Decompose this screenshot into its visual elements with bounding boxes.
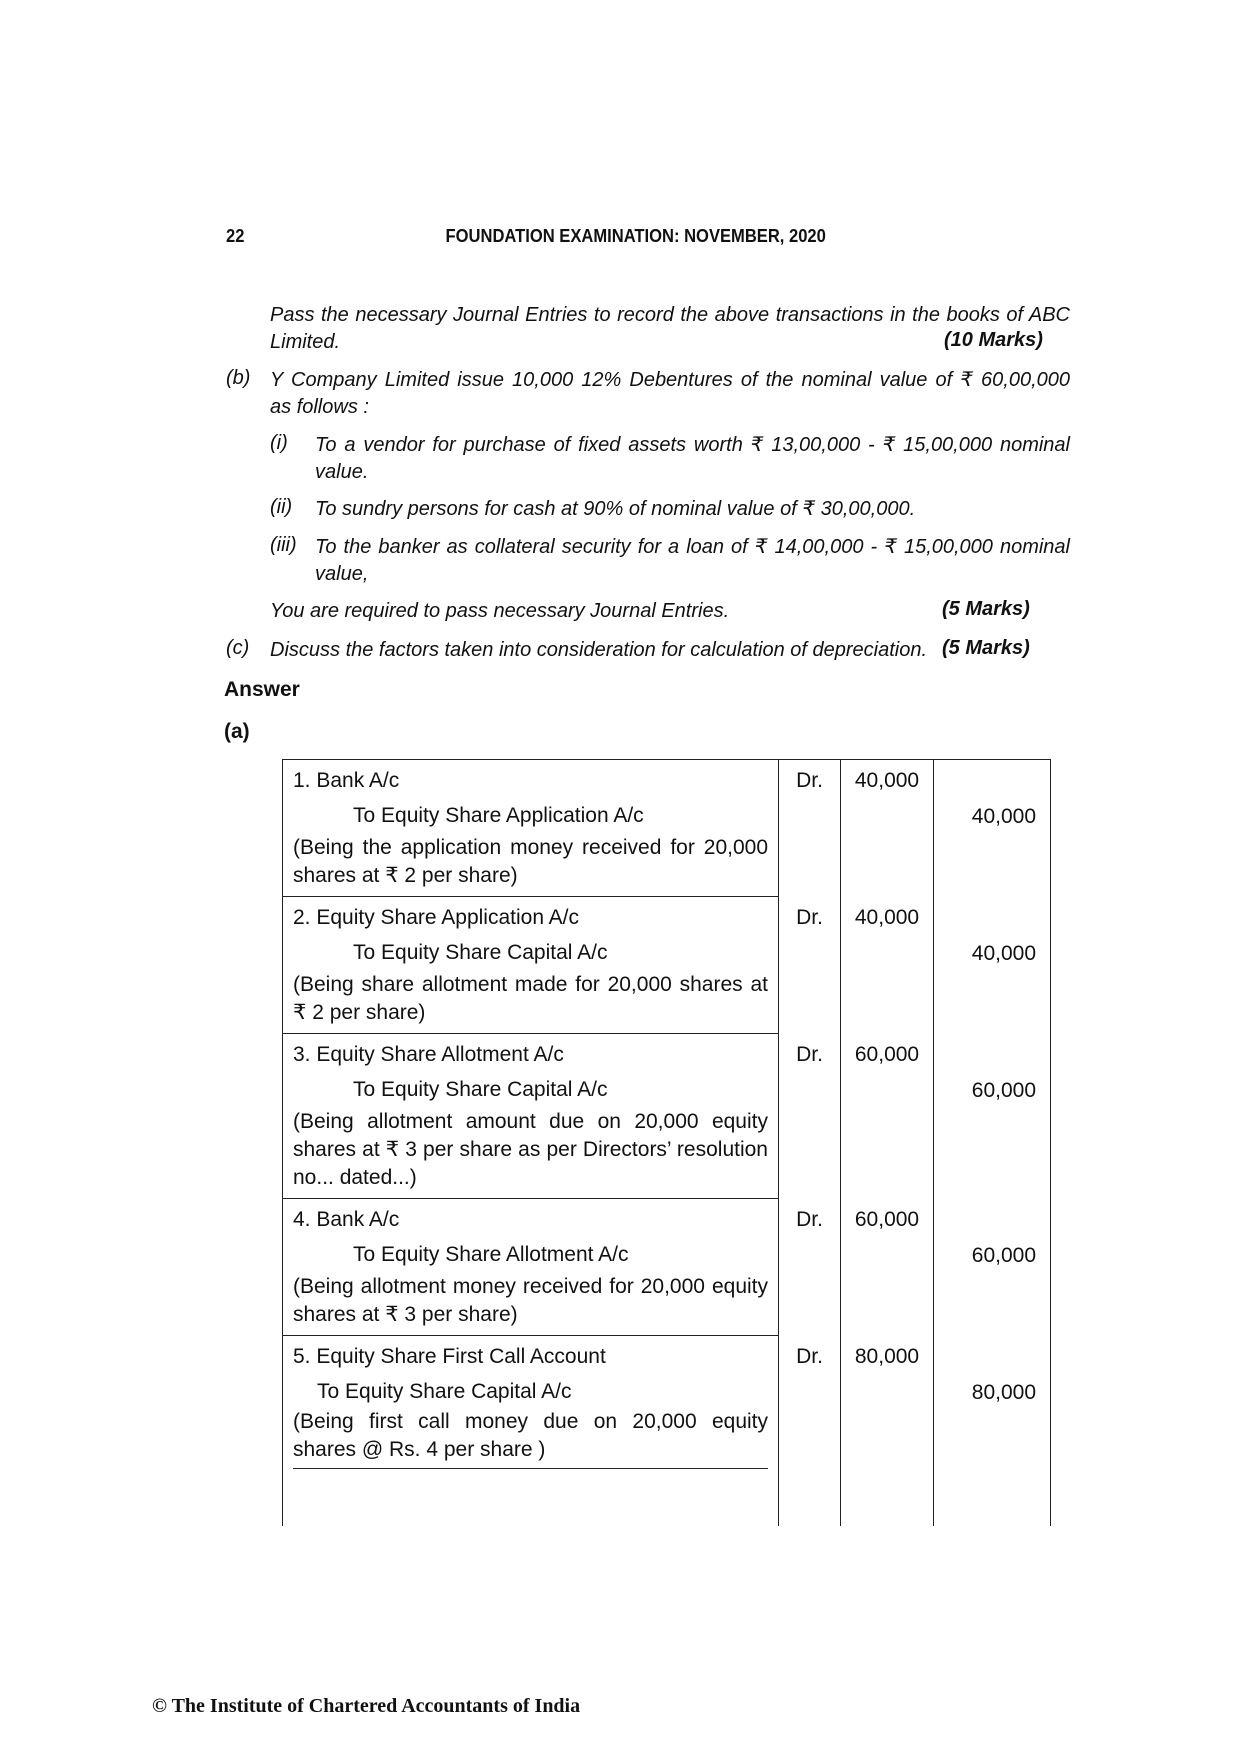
question-b-label: (b): [226, 367, 251, 389]
particulars-cell: [283, 1034, 779, 1199]
answer-part-label: (a): [224, 720, 250, 743]
credit-amount: 60,000: [934, 1199, 1051, 1336]
item-ii-line-1: To sundry persons for cash at 90% of nominal value of ₹ 30,00,000.: [315, 498, 916, 520]
debit-amount: 60,000: [841, 1199, 934, 1336]
answer-heading: Answer: [224, 678, 300, 701]
journal-entry-row: [283, 1336, 1051, 1526]
narration: (Being allotment money received for 20,000 equity shares at ₹ 3 per share): [293, 1275, 768, 1326]
credit-ledger: To Equity Share Application A/c: [353, 804, 644, 827]
debit-ledger: 5. Equity Share First Call Account: [293, 1345, 606, 1368]
narration: (Being first call money due on 20,000 equity shares @ Rs. 4 per share ): [293, 1404, 768, 1469]
dr-marker: Dr.: [779, 760, 841, 897]
credit-ledger: To Equity Share Capital A/c: [353, 941, 608, 964]
debit-ledger: 1. Bank A/c: [293, 769, 400, 792]
journal-entries-table: [282, 759, 1051, 1526]
debit-amount: 60,000: [841, 1034, 934, 1199]
question-c-marks: (5 Marks): [942, 637, 1030, 659]
credit-ledger: To Equity Share Capital A/c: [353, 1078, 608, 1101]
running-head-title: FOUNDATION EXAMINATION: NOVEMBER, 2020: [445, 226, 826, 246]
credit-amount: 80,000: [934, 1336, 1051, 1526]
question-b-line-1: Y Company Limited issue 10,000 12% Debentures of the nominal value of ₹ 60,00,000: [270, 369, 1070, 391]
debit-ledger: 3. Equity Share Allotment A/c: [293, 1043, 564, 1066]
dr-marker: Dr.: [779, 1034, 841, 1199]
question-b-marks: (5 Marks): [942, 598, 1030, 620]
question-b-required: You are required to pass necessary Journal Entries.: [270, 600, 730, 622]
credit-ledger: To Equity Share Allotment A/c: [353, 1243, 629, 1266]
narration: (Being the application money received for 20,000 shares at ₹ 2 per share): [293, 836, 768, 887]
copyright-footer: © The Institute of Chartered Accountants of India: [152, 1695, 581, 1717]
particulars-cell: [283, 1336, 779, 1526]
particulars-cell: [283, 760, 779, 897]
debit-amount: 40,000: [841, 897, 934, 1034]
journal-entry-row: [283, 760, 1051, 897]
particulars-cell: [283, 897, 779, 1034]
question-b-line-2: as follows :: [270, 396, 369, 418]
running-head: [0, 226, 1241, 247]
journal-entry-row: [283, 1199, 1051, 1336]
intro-line-1: Pass the necessary Journal Entries to record the above transactions in the books of ABC: [270, 304, 1070, 326]
dr-marker: Dr.: [779, 1199, 841, 1336]
item-i-line-1: To a vendor for purchase of fixed assets worth ₹ 13,00,000 - ₹ 15,00,000 nominal: [315, 434, 1070, 456]
particulars-cell: [283, 1199, 779, 1336]
item-iii-line-2: value,: [315, 563, 369, 585]
question-c-label: (c): [226, 637, 250, 659]
credit-amount: 40,000: [934, 897, 1051, 1034]
debit-ledger: 4. Bank A/c: [293, 1208, 400, 1231]
intro-line-2: Limited.: [270, 331, 341, 353]
page-number: 22: [226, 226, 245, 246]
narration: (Being allotment amount due on 20,000 equity shares at ₹ 3 per share as per Directors’ resolution no... dated...): [293, 1110, 768, 1189]
credit-ledger: To Equity Share Capital A/c: [317, 1380, 572, 1403]
item-i-line-2: value.: [315, 461, 369, 483]
journal-entry-row: [283, 1034, 1051, 1199]
debit-amount: 80,000: [841, 1336, 934, 1526]
debit-amount: 40,000: [841, 760, 934, 897]
question-c-text: Discuss the factors taken into consideration for calculation of depreciation.: [270, 639, 928, 661]
dr-marker: Dr.: [779, 1336, 841, 1526]
item-iii-line-1: To the banker as collateral security for a loan of ₹ 14,00,000 - ₹ 15,00,000 nominal: [315, 536, 1070, 558]
intro-marks: (10 Marks): [944, 329, 1043, 351]
item-iii-label: (iii): [270, 534, 297, 556]
dr-marker: Dr.: [779, 897, 841, 1034]
credit-amount: 40,000: [934, 760, 1051, 897]
item-ii-label: (ii): [270, 496, 293, 518]
credit-amount: 60,000: [934, 1034, 1051, 1199]
journal-entry-row: [283, 897, 1051, 1034]
debit-ledger: 2. Equity Share Application A/c: [293, 906, 580, 929]
narration: (Being share allotment made for 20,000 shares at ₹ 2 per share): [293, 973, 768, 1024]
item-i-label: (i): [270, 432, 288, 454]
